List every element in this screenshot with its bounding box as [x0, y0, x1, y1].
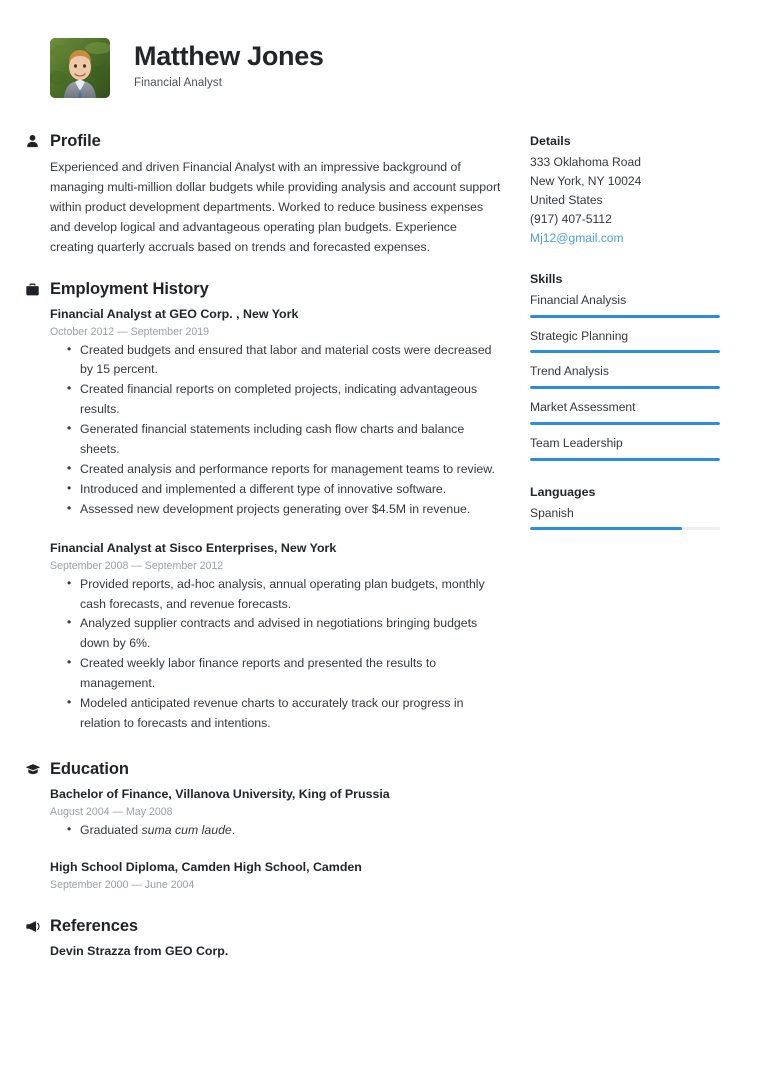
skill-label: Strategic Planning — [530, 328, 629, 343]
bullet-item: • Generated financial statements including cash flow charts and balance sheets. — [80, 420, 502, 460]
profile-text: Experienced and driven Financial Analyst with an impressive background of managing multi-million dollar budgets while providing analysis and account support within product development departments. Worked to reduce business expenses and develop logical and advantageous operating plan budgets. Experience creating quarterly accruals based on trends and forecasted expenses. — [50, 160, 501, 254]
bullet-item: • Created analysis and performance reports for management teams to review. — [80, 460, 502, 480]
skill-level-bar — [530, 315, 720, 318]
skill-label: Market Assessment — [530, 400, 636, 415]
education-entry — [50, 786, 502, 841]
name-block — [134, 38, 324, 89]
section-title-profile: Profile — [50, 132, 101, 150]
skill-row — [530, 434, 720, 461]
skill-level-bar — [530, 350, 720, 353]
entry-date: September 2008 — September 2012 — [50, 559, 224, 572]
entry-bullets — [50, 575, 502, 734]
reference-entry — [50, 943, 502, 961]
section-profile — [50, 132, 502, 258]
sidebar-section-skills — [530, 272, 720, 461]
detail-line: United States — [530, 192, 603, 207]
section-title-references: References — [50, 916, 138, 935]
skill-row — [530, 291, 720, 318]
email-link[interactable]: Mj12@gmail.com — [530, 230, 624, 245]
section-employment — [50, 280, 502, 734]
skill-row — [530, 327, 720, 354]
section-title-employment: Employment History — [50, 279, 209, 298]
bullet-item: • Modeled anticipated revenue charts to accurately track our progress in relation to forecasts and intentions. — [80, 694, 502, 734]
job-title: Financial Analyst — [134, 76, 222, 89]
sidebar-title-skills: Skills — [530, 271, 563, 286]
entry-bullets — [50, 341, 502, 520]
content-columns — [50, 132, 714, 983]
entry-title: Devin Strazza from GEO Corp. — [50, 943, 229, 958]
skill-row — [530, 504, 720, 531]
skill-level-fill — [530, 315, 720, 318]
bullet-item: • Analyzed supplier contracts and advised in negotiations bringing budgets down by 6%. — [80, 614, 502, 654]
page-title: Matthew Jones — [134, 41, 324, 71]
sidebar-section-details — [530, 134, 720, 248]
profile-photo-icon — [50, 38, 110, 98]
section-header-employment — [24, 280, 502, 299]
skill-label: Team Leadership — [530, 435, 623, 450]
section-header-references — [24, 917, 502, 936]
detail-line: New York, NY 10024 — [530, 173, 642, 188]
detail-line: 333 Oklahoma Road — [530, 155, 641, 169]
skill-label: Spanish — [530, 505, 574, 520]
entry-title: Financial Analyst at GEO Corp. , New York — [50, 306, 299, 321]
resume-header — [50, 38, 714, 98]
skill-row — [530, 398, 720, 425]
education-entries — [50, 786, 502, 891]
megaphone-icon — [24, 918, 41, 935]
skills-list — [530, 291, 720, 461]
bullet-item: • Graduated suma cum laude. — [80, 821, 502, 841]
skill-level-bar — [530, 422, 720, 425]
skill-level-fill — [530, 458, 720, 461]
skill-level-bar — [530, 386, 720, 389]
bullet-item: • Created weekly labor finance reports and presented the results to management. — [80, 654, 502, 694]
entry-date: August 2004 — May 2008 — [50, 805, 173, 818]
section-header-education — [24, 760, 502, 779]
detail-phone: (917) 407-5112 — [530, 211, 612, 226]
skill-label: Trend Analysis — [530, 364, 609, 379]
sidebar — [530, 132, 720, 552]
skill-level-bar — [530, 458, 720, 461]
employment-entry — [50, 540, 502, 734]
education-entry — [50, 859, 502, 891]
bullet-item: • Assessed new development projects generating over $4.5M in revenue. — [80, 500, 502, 520]
sidebar-section-languages — [530, 485, 720, 531]
section-education — [50, 760, 502, 891]
section-title-education: Education — [50, 759, 129, 778]
sidebar-title-details: Details — [530, 134, 571, 148]
entry-date: September 2000 — June 2004 — [50, 878, 195, 891]
entry-bullets — [50, 821, 502, 841]
skill-row — [530, 362, 720, 389]
skill-level-fill — [530, 350, 720, 353]
employment-entry — [50, 306, 502, 520]
skill-label: Financial Analysis — [530, 292, 627, 307]
entry-date: October 2012 — September 2019 — [50, 325, 210, 338]
skill-level-fill — [530, 422, 720, 425]
languages-list — [530, 504, 720, 531]
skill-level-fill — [530, 386, 720, 389]
graduation-cap-icon — [24, 761, 41, 778]
entry-title: Financial Analyst at Sisco Enterprises, New York — [50, 540, 337, 555]
bullet-item: • Introduced and implemented a different type of innovative software. — [80, 480, 502, 500]
section-header-profile — [24, 132, 502, 151]
briefcase-icon — [24, 281, 41, 298]
skill-level-bar — [530, 527, 720, 530]
sidebar-title-languages: Languages — [530, 484, 596, 499]
bullet-item: • Created budgets and ensured that labor and material costs were decreased by 15 percent. — [80, 341, 502, 381]
skill-level-fill — [530, 527, 682, 530]
bullet-item: • Provided reports, ad-hoc analysis, annual operating plan budgets, monthly cash forecasts, and revenue forecasts. — [80, 575, 502, 615]
main-column — [50, 132, 502, 983]
avatar — [50, 38, 110, 98]
section-references — [50, 917, 502, 961]
details-lines — [530, 153, 720, 248]
entry-title: High School Diploma, Camden High School, Camden — [50, 859, 362, 874]
user-icon — [24, 133, 41, 150]
bullet-item: • Created financial reports on completed projects, indicating advantageous results. — [80, 380, 502, 420]
entry-title: Bachelor of Finance, Villanova University, King of Prussia — [50, 786, 390, 801]
employment-entries — [50, 306, 502, 734]
